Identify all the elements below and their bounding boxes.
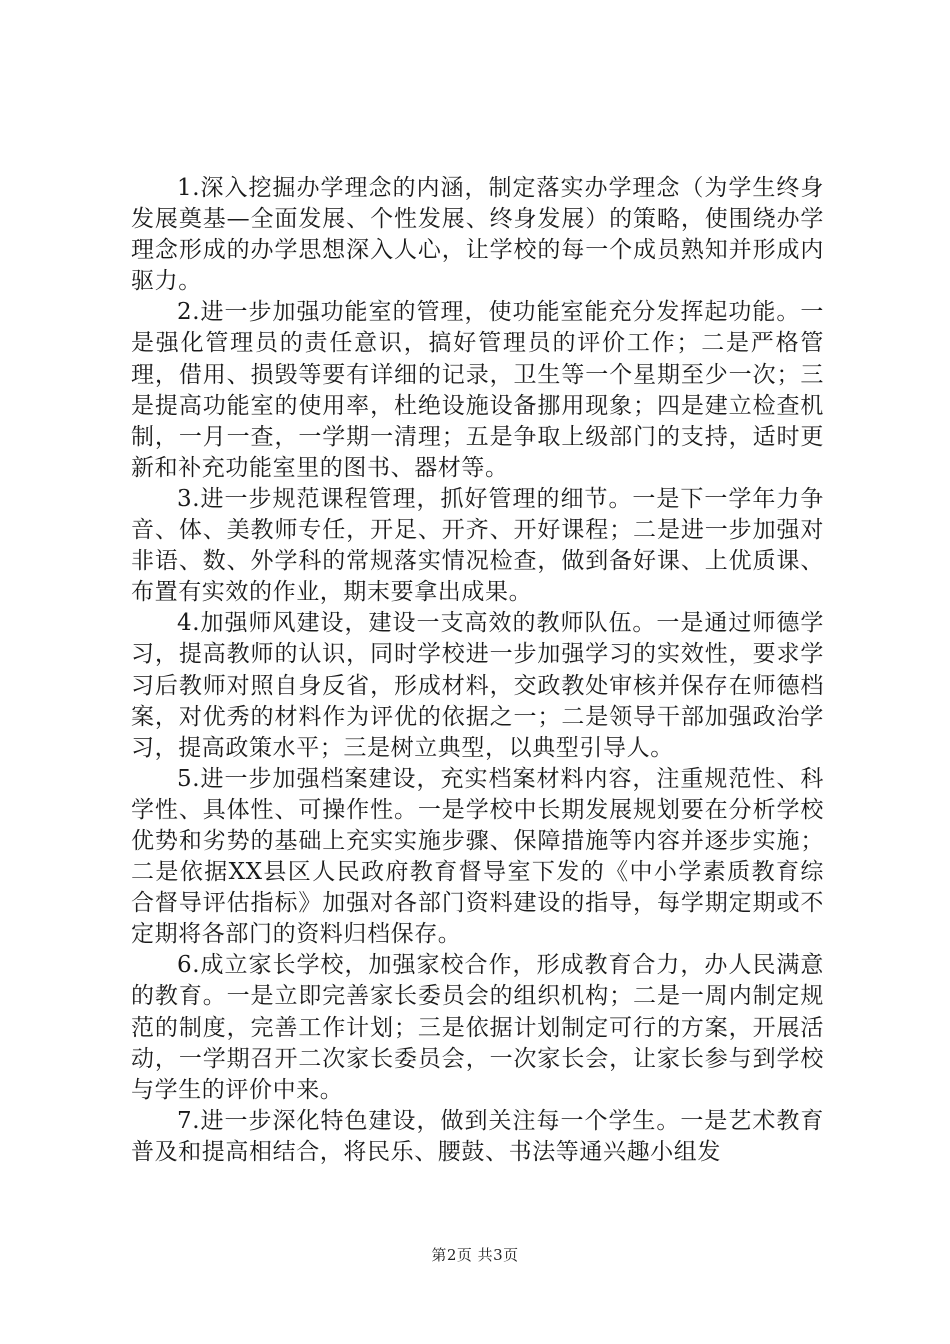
paragraph-4: 4.加强师风建设，建设一支高效的教师队伍。一是通过师德学习，提高教师的认识，同时学校进一步加强学习的实效性，要求学习后教师对照自身反省，形成材料，交政教处审核并保存在师德档案，对优秀的材料作为评优的依据之一；二是领导干部加强政治学习，提高政策水平；三是树立典型，以典型引导人。 [131, 610, 824, 761]
page-number-footer: 第2页 共3页 [431, 1246, 519, 1264]
paragraph-7: 7.进一步深化特色建设，做到关注每一个学生。一是艺术教育普及和提高相结合，将民乐、腰鼓、书法等通兴趣小组发 [131, 1107, 824, 1165]
paragraph-2: 2.进一步加强功能室的管理，使功能室能充分发挥起功能。一是强化管理员的责任意识，搞好管理员的评价工作；二是严格管理，借用、损毁等要有详细的记录，卫生等一个星期至少一次；三是提高功能室的使用率，杜绝设施设备挪用现象；四是建立检查机制，一月一查，一学期一清理；五是争取上级部门的支持，适时更新和补充功能室里的图书、器材等。 [131, 299, 824, 481]
paragraph-5: 5.进一步加强档案建设，充实档案材料内容，注重规范性、科学性、具体性、可操作性。一是学校中长期发展规划要在分析学校优势和劣势的基础上充实实施步骤、保障措施等内容并逐步实施；二是依据XX县区人民政府教育督导室下发的《中小学素质教育综合督导评估指标》加强对各部门资料建设的指导，每学期定期或不定期将各部门的资料归档保存。 [131, 765, 824, 948]
document-body [131, 173, 824, 1168]
paragraph-1: 1.深入挖掘办学理念的内涵，制定落实办学理念（为学生终身发展奠基—全面发展、个性发展、终身发展）的策略，使围绕办学理念形成的办学思想深入人心，让学校的每一个成员熟知并形成内驱力。 [131, 175, 824, 295]
paragraph-3: 3.进一步规范课程管理，抓好管理的细节。一是下一学年力争音、体、美教师专任，开足、开齐、开好课程；二是进一步加强对非语、数、外学科的常规落实情况检查，做到备好课、上优质课、布置有实效的作业，期末要拿出成果。 [131, 485, 824, 606]
paragraph-6: 6.成立家长学校，加强家校合作，形成教育合力，办人民满意的教育。一是立即完善家长委员会的组织机构；二是一周内制定规范的制度，完善工作计划；三是依据计划制定可行的方案，开展活动，一学期召开二次家长委员会，一次家长会，让家长参与到学校与学生的评价中来。 [131, 952, 824, 1103]
